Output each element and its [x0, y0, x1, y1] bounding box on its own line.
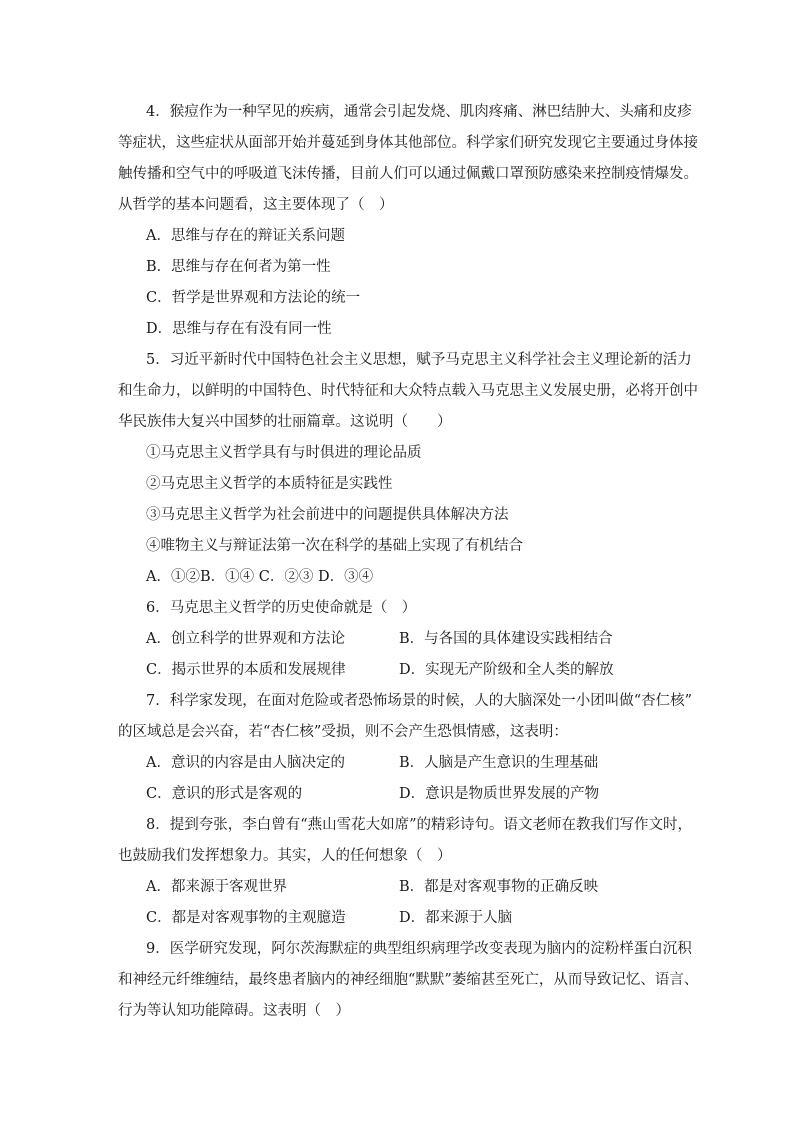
- question-6-option-a: A．创立科学的世界观和方法论: [146, 631, 345, 647]
- question-8-option-d: D．都来源于人脑: [399, 910, 513, 926]
- question-7-options-row-2: [118, 779, 688, 810]
- question-7-option-d: D．意识是物质世界发展的产物: [399, 786, 600, 802]
- question-5-stem-line-2: 和生命力，以鲜明的中国特色、时代特征和大众特点载入马克思主义发展史册，必将开创中: [118, 383, 698, 399]
- question-8-options-row-1: [118, 872, 688, 903]
- question-4-option-a: A．思维与存在的辩证关系问题: [146, 228, 345, 244]
- question-list: [118, 97, 699, 1027]
- question-5-stem-line-3: 华民族伟大复兴中国梦的壮丽篇章。这说明（ ）: [118, 414, 452, 430]
- question-7-option-a: A．意识的内容是由人脑决定的: [146, 755, 345, 771]
- question-5-options: A．①②B．①④ C．②③ D．③④: [146, 569, 374, 585]
- question-9-stem-line-2: 和神经元纤维缠结，最终患者脑内的神经细胞“默默”萎缩甚至死亡，从而导致记忆、语言、: [118, 972, 699, 988]
- question-4-option-b: B．思维与存在何者为第一性: [146, 259, 331, 275]
- question-7-stem-line-2: 的区域总是会兴奋，若“杏仁核”受损，则不会产生恐惧情感，这表明：: [118, 724, 568, 740]
- question-4-stem-line-4: 从哲学的基本问题看，这主要体现了（ ）: [118, 197, 394, 213]
- question-9: [118, 934, 699, 1027]
- question-4-option-d: D．思维与存在有没有同一性: [146, 321, 332, 337]
- question-6-options-row-1: [118, 624, 688, 655]
- question-8-stem-line-2: 也鼓励我们发挥想象力。其实，人的任何想象（ ）: [118, 848, 452, 864]
- question-5: [118, 345, 698, 593]
- question-8-option-b: B．都是对客观事物的正确反映: [399, 879, 599, 895]
- question-4-stem-line-1: 4．猴痘作为一种罕见的疾病，通常会引起发烧、肌肉疼痛、淋巴结肿大、头痛和皮疹: [146, 104, 692, 120]
- question-7-option-b: B．人脑是产生意识的生理基础: [399, 755, 599, 771]
- question-7-stem-line-1: 7．科学家发现，在面对危险或者恐怖场景的时候，人的大脑深处一小团叫做“杏仁核”: [146, 693, 693, 709]
- question-7-options-row-1: [118, 748, 688, 779]
- question-6-option-d: D．实现无产阶级和全人类的解放: [399, 662, 614, 678]
- question-8-stem-line-1: 8．提到夸张，李白曾有“燕山雪花大如席”的精彩诗句。语文老师在教我们写作文时，: [146, 817, 693, 833]
- question-7-option-c: C．意识的形式是客观的: [146, 786, 303, 802]
- question-6-options-row-2: [118, 655, 688, 686]
- question-5-statement-2: ②马克思主义哲学的本质特征是实践性: [146, 476, 393, 492]
- question-6-option-c: C．揭示世界的本质和发展规律: [146, 662, 346, 678]
- question-6-stem-line-1: 6．马克思主义哲学的历史使命就是（ ）: [146, 600, 417, 616]
- question-6: [118, 593, 688, 686]
- question-4-stem-line-2: 等症状，这些症状从面部开始并蔓延到身体其他部位。科学家们研究发现它主要通过身体接: [118, 135, 698, 151]
- question-6-option-b: B．与各国的具体建设实践相结合: [399, 631, 613, 647]
- question-5-statement-1: ①马克思主义哲学具有与时俱进的理论品质: [146, 445, 422, 461]
- question-4-option-c: C．哲学是世界观和方法论的统一: [146, 290, 361, 306]
- question-5-statement-4: ④唯物主义与辩证法第一次在科学的基础上实现了有机结合: [146, 538, 523, 554]
- question-5-stem-line-1: 5．习近平新时代中国特色社会主义思想，赋予马克思主义科学社会主义理论新的活力: [146, 352, 692, 368]
- question-8-options-row-2: [118, 903, 688, 934]
- question-7: [118, 686, 693, 810]
- question-5-statement-3: ③马克思主义哲学为社会前进中的问题提供具体解决方法: [146, 507, 509, 523]
- question-8: [118, 810, 693, 934]
- question-4: [118, 97, 698, 345]
- question-9-stem-line-3: 行为等认知功能障碍。这表明（ ）: [118, 1003, 350, 1019]
- question-8-option-c: C．都是对客观事物的主观臆造: [146, 910, 346, 926]
- question-4-stem-line-3: 触传播和空气中的呼吸道飞沫传播，目前人们可以通过佩戴口罩预防感染来控制疫情爆发。: [118, 166, 698, 182]
- question-8-option-a: A．都来源于客观世界: [146, 879, 287, 895]
- question-9-stem-line-1: 9．医学研究发现，阿尔茨海默症的典型组织病理学改变表现为脑内的淀粉样蛋白沉积: [146, 941, 692, 957]
